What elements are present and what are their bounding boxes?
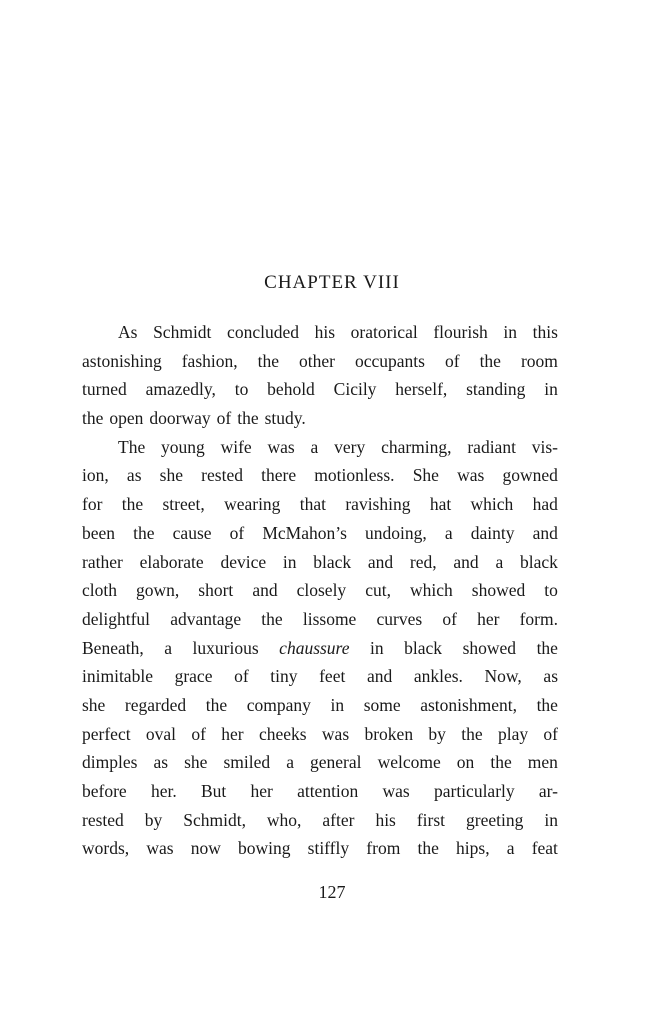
text-line: The young wife was a very charming, radiant vis- (118, 436, 558, 457)
text-line: before her. But her attention was particularly ar- (82, 781, 558, 801)
text-line: inimitable grace of tiny feet and ankles. Now, as (82, 666, 558, 687)
chapter-title: CHAPTER VIII (264, 272, 400, 293)
text-line: she regarded the company in some astonishment, the (82, 694, 558, 715)
text-line: dimples as she smiled a general welcome on the men (82, 752, 558, 773)
text-line: astonishing fashion, the other occupants of the room (82, 350, 558, 371)
text-line: the open doorway of the study. (82, 408, 306, 429)
text-line: Beneath, a luxurious chaussure in black showed the (82, 637, 558, 658)
body-text (82, 318, 558, 863)
text-line: words, was now bowing stiffly from the hips, a feat (82, 838, 558, 859)
text-line: rather elaborate device in black and red, and a black (82, 551, 558, 572)
page-number: 127 (318, 882, 346, 902)
text-line: perfect oval of her cheeks was broken by the play of (82, 723, 558, 744)
text-line: been the cause of McMahon’s undoing, a dainty and (82, 522, 558, 543)
paragraph (82, 433, 558, 863)
text-line: turned amazedly, to behold Cicily herself, standing in (82, 379, 558, 400)
text-line: ion, as she rested there motionless. She was gowned (82, 465, 558, 486)
text-line: for the street, wearing that ravishing hat which had (82, 494, 558, 515)
text-line: cloth gown, short and closely cut, which showed to (82, 580, 558, 601)
text-line: delightful advantage the lissome curves of her form. (82, 608, 558, 629)
text-line: rested by Schmidt, who, after his first greeting in (82, 809, 558, 830)
paragraph (82, 318, 558, 433)
text-line: As Schmidt concluded his oratorical flourish in this (118, 322, 558, 342)
